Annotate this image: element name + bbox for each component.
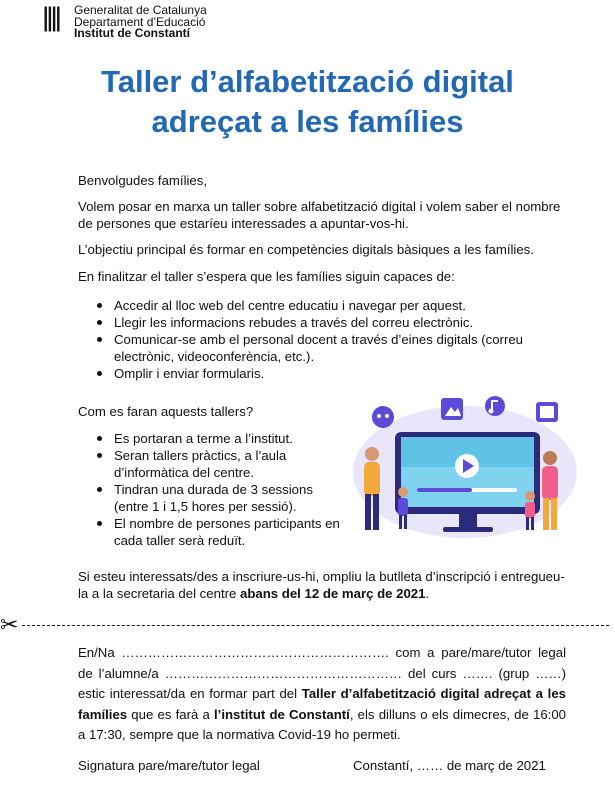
school-name: l’institut de Constantí: [214, 706, 350, 722]
objective-paragraph: L’objectiu principal és formar en competències digitals bàsiques a les famílies.: [78, 242, 534, 257]
dashed-divider: [22, 625, 609, 626]
page-title: [0, 62, 615, 142]
closing-text: Si esteu interessats/des a inscriure-us-hi, ompliu la butlleta d’inscripció i entregueu-la a la secretaria del centre: [78, 569, 565, 601]
generalitat-logo: [44, 6, 60, 32]
list-item: Seran tallers pràctics, a l’aula d’informàtica del centre.: [78, 447, 340, 481]
list-item: Es portaran a terme a l’institut.: [78, 430, 340, 447]
goals-intro: En finalitzar el taller s’espera que les famílies siguin capaces de:: [78, 269, 455, 284]
form-text-part-1: En/Na ……………………………………………………. com a pare/mare/tutor legal de l’alumne/a ……………………………………………… del curs ……. (grup ……) estic interessat/da en formar part del: [78, 645, 566, 701]
list-item: Llegir les informacions rebudes a través del correu electrònic.: [78, 314, 548, 331]
title-line-2: adreçat a les famílies: [151, 104, 464, 139]
header-line-institut: Institut de Constantí: [74, 26, 190, 40]
list-item: Tindran una durada de 3 sessions (entre 1 i 1,5 hores per sessió).: [78, 481, 340, 515]
header-line-generalitat: Generalitat de Catalunya: [74, 3, 207, 17]
workshop-name: Taller d’alfabetització digital adreçat a les famílies: [78, 686, 566, 722]
scissors-icon: ✂: [0, 612, 19, 637]
place-date: Constantí, …… de març de 2021: [353, 758, 546, 773]
greeting: Benvolgudes famílies,: [78, 173, 208, 188]
list-item: Comunicar-se amb el personal docent a través d’eines digitals (correu electrònic, videoconferència, etc.).: [78, 331, 548, 365]
cut-line: [0, 612, 615, 637]
title-line-1: Taller d’alfabetització digital: [101, 64, 514, 99]
how-heading: Com es faran aquests tallers?: [78, 404, 254, 419]
signature-label: Signatura pare/mare/tutor legal: [78, 758, 260, 773]
goals-list: [78, 297, 548, 382]
how-list: [78, 430, 340, 549]
list-item: Omplir i enviar formularis.: [78, 365, 548, 382]
closing-end: .: [425, 586, 430, 601]
header-line-departament: Departament d’Educació: [74, 14, 206, 29]
list-item: El nombre de persones participants en cada taller serà reduït.: [78, 515, 340, 549]
closing-paragraph: [78, 568, 566, 602]
intro-paragraph: Volem posar en marxa un taller sobre alfabetització digital i volem saber el nombre de persones que estaríeu interessades a apuntar-vos-hi.: [78, 199, 561, 231]
list-item: Accedir al lloc web del centre educatiu i navegar per aquest.: [78, 297, 548, 314]
form-text-part-3: , els dilluns o els dimecres, de 16:00 a 17:30, sempre que la normativa Covid-19 ho permeti.: [78, 706, 566, 742]
registration-form-text: [78, 643, 566, 746]
deadline: abans del 12 de març de 2021: [240, 586, 426, 601]
online-learning-illustration: [345, 392, 580, 542]
form-text-part-2: que es farà a: [127, 706, 214, 722]
